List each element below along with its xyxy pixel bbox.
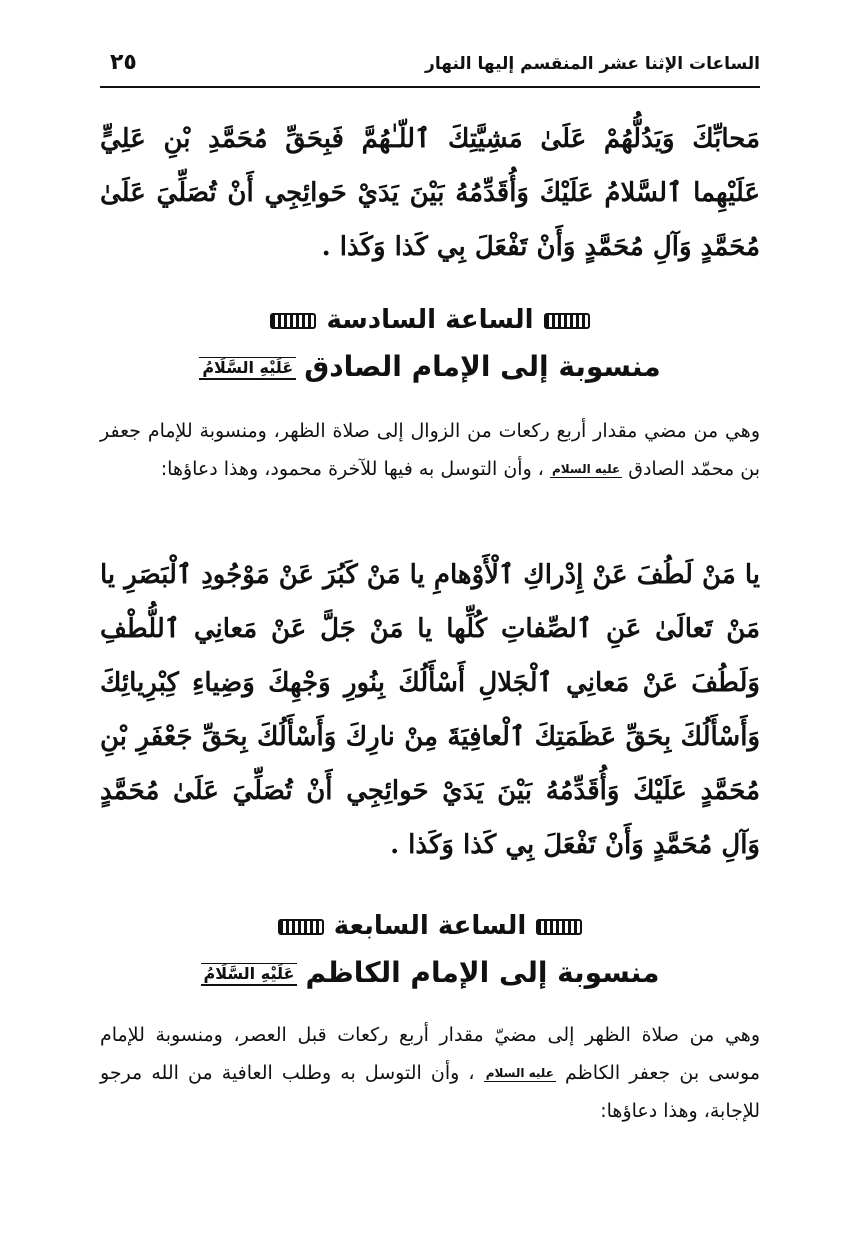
prayer-continuation: مَحابِّكَ وَيَدُلُّهُمْ عَلَىٰ مَشِيَّتِكَ ٱللّـٰهُمَّ فَبِحَقِّ مُحَمَّدِ بْنِ عَلِيٍّ عَلَيْهِما ٱلسَّلامُ عَلَيْكَ وَأُقَدِّمُهُ بَيْنَ يَدَيْ حَوائِجِي أَنْ تُصَلِّيَ عَلَىٰ مُحَمَّدٍ وَآلِ مُحَمَّدٍ وَأَنْ تَفْعَلَ بِي كَذا وَكَذا .	[100, 124, 760, 262]
section-7-subtitle-text: منسوبة إلى الإمام الكاظم	[305, 956, 660, 989]
header-rule	[100, 86, 760, 88]
section-7-paragraph	[100, 1016, 760, 1130]
honorific-calligraphy: عَلَيْهِ السَّلَامُ	[201, 963, 298, 986]
section-7-paragraph-after: ، وأن التوسل به وطلب العافية من الله مرجو للإجابة، وهذا دعاؤها:	[100, 1062, 760, 1122]
honorific-inline: عليه السلام	[485, 1066, 554, 1080]
section-7-paragraph-before: وهي من صلاة الظهر إلى مضيّ مقدار أربع ركعات قبل العصر، ومنسوبة للإمام موسى بن جعفر الكاظم	[100, 1024, 760, 1084]
section-6-subtitle	[100, 342, 760, 392]
section-6-title-text: الساعة السادسة	[326, 305, 534, 335]
ornament-icon	[278, 919, 324, 935]
running-title: الساعات الإثنا عشر المنقسم إليها النهار	[425, 54, 760, 74]
page-number: ٢٥	[110, 50, 137, 75]
section-6-paragraph	[100, 412, 760, 488]
ornament-icon	[536, 919, 582, 935]
section-6-subtitle-text: منسوبة إلى الإمام الصادق	[304, 350, 661, 383]
section-7-title	[100, 904, 760, 948]
page-header	[100, 40, 760, 88]
section-7-title-text: الساعة السابعة	[333, 911, 527, 941]
honorific-inline: عليه السلام	[551, 462, 621, 476]
honorific-calligraphy: عَلَيْهِ السَّلَامُ	[199, 357, 296, 380]
ornament-icon	[270, 313, 316, 329]
section-7-subtitle	[100, 948, 760, 998]
section-6-paragraph-before: وهي من مضي مقدار أربع ركعات من الزوال إلى صلاة الظهر، ومنسوبة للإمام جعفر بن محمّد الصادق	[100, 420, 760, 480]
ornament-icon	[544, 313, 590, 329]
section-6-prayer: يا مَنْ لَطُفَ عَنْ إِدْراكِ ٱلْأَوْهامِ يا مَنْ كَبُرَ عَنْ مَوْجُودِ ٱلْبَصَرِ يا مَنْ تَعالَىٰ عَنِ ٱلصِّفاتِ كُلِّها يا مَنْ جَلَّ عَنْ مَعانِي ٱللُّطْفِ وَلَطُفَ عَنْ مَعانِي ٱلْجَلالِ أَسْأَلُكَ بِنُورِ وَجْهِكَ وَضِياءِ كِبْرِيائِكَ وَأَسْأَلُكَ بِحَقِّ عَظَمَتِكَ ٱلْعافِيَةَ مِنْ نارِكَ وَأَسْأَلُكَ بِحَقِّ جَعْفَرِ بْنِ مُحَمَّدٍ عَلَيْكَ وَأُقَدِّمُهُ بَيْنَ يَدَيْ حَوائِجِي أَنْ تُصَلِّيَ عَلَىٰ مُحَمَّدٍ وَآلِ مُحَمَّدٍ وَأَنْ تَفْعَلَ بِي كَذا وَكَذا .	[100, 560, 760, 860]
section-6-title	[100, 298, 760, 342]
section-6-paragraph-after: ، وأن التوسل به فيها للآخرة محمود، وهذا دعاؤها:	[160, 458, 544, 480]
